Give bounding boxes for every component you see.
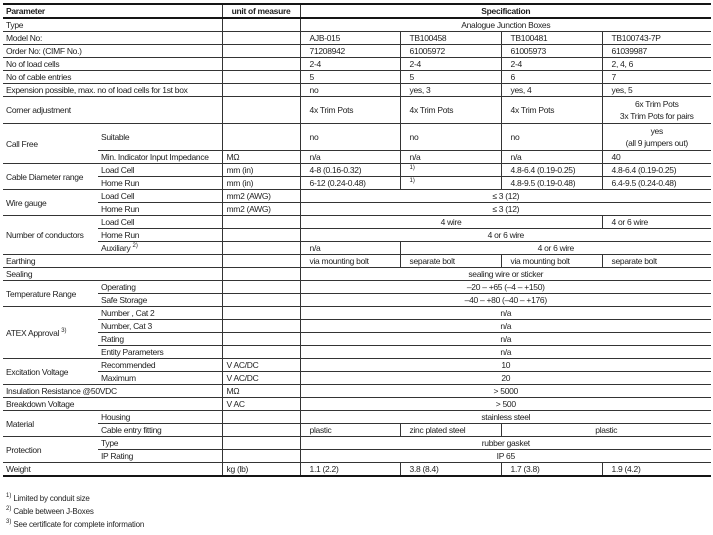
table-row (3, 385, 711, 398)
value-cell: > 500 (300, 398, 711, 411)
footnote-marker: 2) (6, 506, 12, 513)
footnote (6, 518, 144, 531)
cell-text: Auxiliary (101, 243, 131, 253)
parameter-cell: Home Run (98, 203, 222, 216)
value-cell: 61039987 (602, 45, 711, 58)
cell-text: ATEX Approval (6, 327, 60, 338)
unit-cell: mm2 (AWG) (222, 190, 300, 203)
value-cell: 10 (300, 359, 711, 372)
unit-cell: mm2 (AWG) (222, 203, 300, 216)
value-cell: 20 (300, 372, 711, 385)
value-cell: n/a (300, 307, 711, 320)
unit-cell (222, 437, 300, 450)
table-row (3, 58, 711, 71)
parameter-cell: Sealing (3, 268, 222, 281)
value-cell: yes, 3 (400, 84, 501, 97)
footnote-text: Limited by conduit size (13, 494, 90, 503)
value-cell: 61005972 (400, 45, 501, 58)
parameter-cell: No of cable entries (3, 71, 222, 84)
table-row (3, 255, 711, 268)
value-cell: stainless steel (300, 411, 711, 424)
footnote (6, 492, 144, 505)
parameter-cell (3, 307, 98, 359)
parameter-cell: Protection (3, 437, 98, 463)
footnote-ref: 1) (409, 178, 415, 185)
value-cell: 1.1 (2.2) (300, 463, 400, 477)
table-row (3, 346, 711, 359)
value-cell (400, 177, 501, 190)
value-cell: 61005973 (501, 45, 602, 58)
parameter-cell: Load Cell (98, 216, 222, 229)
unit-cell (222, 84, 300, 97)
parameter-cell: Material (3, 411, 98, 437)
value-cell: n/a (501, 151, 602, 164)
parameter-cell: Maximum (98, 372, 222, 385)
parameter-cell: Number , Cat 2 (98, 307, 222, 320)
value-cell: 4-8 (0.16-0.32) (300, 164, 400, 177)
table-row (3, 242, 711, 255)
unit-cell: V AC (222, 398, 300, 411)
cell-line: (all 9 jumpers out) (625, 138, 688, 148)
value-cell: no (300, 124, 400, 151)
cell-line: 3x Trim Pots for pairs (619, 111, 694, 121)
parameter-cell: Home Run (98, 177, 222, 190)
unit-cell (222, 255, 300, 268)
parameter-cell: Excitation Voltage (3, 359, 98, 385)
value-cell: zinc plated steel (400, 424, 501, 437)
parameter-cell: Type (3, 18, 222, 32)
value-cell (602, 124, 711, 151)
value-cell: no (501, 124, 602, 151)
value-cell: n/a (300, 320, 711, 333)
footnote (6, 505, 144, 518)
value-cell: via mounting bolt (300, 255, 400, 268)
value-cell: > 5000 (300, 385, 711, 398)
unit-cell (222, 346, 300, 359)
parameter-cell: Temperature Range (3, 281, 98, 307)
value-cell: ≤ 3 (12) (300, 190, 711, 203)
table-row (3, 398, 711, 411)
value-cell: 6.4-9.5 (0.24-0.48) (602, 177, 711, 190)
value-cell: IP 65 (300, 450, 711, 463)
table-row (3, 411, 711, 424)
parameter-cell: Housing (98, 411, 222, 424)
table-row (3, 281, 711, 294)
unit-cell (222, 320, 300, 333)
parameter-cell: Model No: (3, 32, 222, 45)
parameter-cell: Call Free (3, 124, 98, 164)
parameter-cell: Number of conductors (3, 216, 98, 255)
table-head (3, 4, 711, 18)
value-cell: 7 (602, 71, 711, 84)
unit-cell: kg (lb) (222, 463, 300, 477)
unit-cell: MΩ (222, 385, 300, 398)
table-row (3, 203, 711, 216)
value-cell: TB100458 (400, 32, 501, 45)
parameter-cell: Cable entry fitting (98, 424, 222, 437)
specification-table (3, 3, 711, 477)
value-cell: 2-4 (501, 58, 602, 71)
parameter-cell: Safe Storage (98, 294, 222, 307)
unit-cell (222, 281, 300, 294)
parameter-cell: Min. Indicator Input Impedance (98, 151, 222, 164)
column-header: Specification (300, 4, 711, 18)
value-cell: via mounting bolt (501, 255, 602, 268)
unit-cell (222, 424, 300, 437)
parameter-cell: Load Cell (98, 190, 222, 203)
value-cell: 71208942 (300, 45, 400, 58)
table-row (3, 84, 711, 97)
table-row (3, 307, 711, 320)
parameter-cell: Earthing (3, 255, 222, 268)
value-cell: 5 (400, 71, 501, 84)
parameter-cell: Number, Cat 3 (98, 320, 222, 333)
value-cell: sealing wire or sticker (300, 268, 711, 281)
parameter-cell: Corner adjustment (3, 97, 222, 124)
parameter-cell: Expension possible, max. no of load cells for 1st box (3, 84, 222, 97)
table-row (3, 190, 711, 203)
parameter-cell: IP Rating (98, 450, 222, 463)
unit-cell (222, 268, 300, 281)
unit-cell: mm (in) (222, 177, 300, 190)
footnote-text: Cable between J-Boxes (13, 507, 94, 516)
value-cell (400, 164, 501, 177)
value-cell: TB100743-7P (602, 32, 711, 45)
value-cell: 2-4 (300, 58, 400, 71)
table-row (3, 177, 711, 190)
footnote-ref: 2) (132, 243, 138, 250)
value-cell: Analogue Junction Boxes (300, 18, 711, 32)
column-header: Parameter (3, 4, 222, 18)
table-row (3, 359, 711, 372)
parameter-cell: Weight (3, 463, 222, 477)
table-body (3, 18, 711, 476)
unit-cell (222, 242, 300, 255)
value-cell: yes, 5 (602, 84, 711, 97)
unit-cell (222, 58, 300, 71)
table-row (3, 32, 711, 45)
value-cell: 4x Trim Pots (501, 97, 602, 124)
value-cell: n/a (300, 242, 400, 255)
unit-cell (222, 307, 300, 320)
unit-cell (222, 450, 300, 463)
value-cell: 2, 4, 6 (602, 58, 711, 71)
value-cell: yes, 4 (501, 84, 602, 97)
value-cell: 4.8-9.5 (0.19-0.48) (501, 177, 602, 190)
parameter-cell: Home Run (98, 229, 222, 242)
unit-cell (222, 216, 300, 229)
table-row (3, 424, 711, 437)
value-cell: 4 or 6 wire (300, 229, 711, 242)
table-row (3, 97, 711, 124)
value-cell: 1.7 (3.8) (501, 463, 602, 477)
header-row (3, 4, 711, 18)
table-row (3, 333, 711, 346)
table-row (3, 45, 711, 58)
table-row (3, 450, 711, 463)
unit-cell (222, 333, 300, 346)
footnote-marker: 1) (6, 493, 12, 500)
value-cell: no (400, 124, 501, 151)
table-row (3, 437, 711, 450)
value-cell: plastic (300, 424, 400, 437)
value-cell: ≤ 3 (12) (300, 203, 711, 216)
table-row (3, 18, 711, 32)
value-cell: rubber gasket (300, 437, 711, 450)
table-row (3, 71, 711, 84)
parameter-cell: Cable Diameter range (3, 164, 98, 190)
parameter-cell: Breakdown Voltage (3, 398, 222, 411)
value-cell: TB100481 (501, 32, 602, 45)
value-cell: 1.9 (4.2) (602, 463, 711, 477)
value-cell: 3.8 (8.4) (400, 463, 501, 477)
value-cell: 4.8-6.4 (0.19-0.25) (602, 164, 711, 177)
table-row (3, 463, 711, 477)
table-row (3, 268, 711, 281)
value-cell: 4x Trim Pots (300, 97, 400, 124)
table-row (3, 294, 711, 307)
value-cell: 6 (501, 71, 602, 84)
unit-cell: mm (in) (222, 164, 300, 177)
value-cell: 5 (300, 71, 400, 84)
unit-cell (222, 45, 300, 58)
column-header: unit of measure (222, 4, 300, 18)
unit-cell (222, 97, 300, 124)
table-row (3, 151, 711, 164)
footnotes (6, 492, 144, 531)
value-cell: 6-12 (0.24-0.48) (300, 177, 400, 190)
footnote-ref: 3) (61, 327, 67, 334)
cell-line: yes (650, 126, 663, 136)
unit-cell (222, 71, 300, 84)
value-cell (602, 97, 711, 124)
table-row (3, 229, 711, 242)
value-cell: –20 – +65 (–4 – +150) (300, 281, 711, 294)
table-row (3, 216, 711, 229)
table-row (3, 164, 711, 177)
table-row (3, 124, 711, 151)
parameter-cell: Type (98, 437, 222, 450)
value-cell: separate bolt (602, 255, 711, 268)
value-cell: 40 (602, 151, 711, 164)
parameter-cell: Suitable (98, 124, 222, 151)
parameter-cell: Wire gauge (3, 190, 98, 216)
parameter-cell: Recommended (98, 359, 222, 372)
value-cell: 4 or 6 wire (400, 242, 711, 255)
unit-cell: V AC/DC (222, 372, 300, 385)
value-cell: n/a (300, 346, 711, 359)
footnote-text: See certificate for complete information (13, 520, 145, 529)
cell-line: 6x Trim Pots (634, 99, 679, 109)
unit-cell (222, 411, 300, 424)
unit-cell (222, 124, 300, 151)
value-cell: separate bolt (400, 255, 501, 268)
footnote-marker: 3) (6, 519, 12, 526)
value-cell: n/a (300, 151, 400, 164)
parameter-cell: No of load cells (3, 58, 222, 71)
parameter-cell: Rating (98, 333, 222, 346)
parameter-cell: Insulation Resistance @50VDC (3, 385, 222, 398)
unit-cell (222, 294, 300, 307)
unit-cell (222, 18, 300, 32)
parameter-cell: Entity Parameters (98, 346, 222, 359)
parameter-cell: Order No: (CIMF No.) (3, 45, 222, 58)
value-cell: 2-4 (400, 58, 501, 71)
unit-cell: V AC/DC (222, 359, 300, 372)
value-cell: AJB-015 (300, 32, 400, 45)
value-cell: 4 or 6 wire (602, 216, 711, 229)
parameter-cell (98, 242, 222, 255)
value-cell: –40 – +80 (–40 – +176) (300, 294, 711, 307)
value-cell: 4x Trim Pots (400, 97, 501, 124)
table-row (3, 372, 711, 385)
value-cell: n/a (400, 151, 501, 164)
footnote-ref: 1) (409, 165, 415, 172)
value-cell: n/a (300, 333, 711, 346)
unit-cell: MΩ (222, 151, 300, 164)
unit-cell (222, 32, 300, 45)
unit-cell (222, 229, 300, 242)
parameter-cell: Load Cell (98, 164, 222, 177)
value-cell: plastic (501, 424, 711, 437)
value-cell: 4.8-6.4 (0.19-0.25) (501, 164, 602, 177)
table-row (3, 320, 711, 333)
value-cell: 4 wire (300, 216, 602, 229)
parameter-cell: Operating (98, 281, 222, 294)
value-cell: no (300, 84, 400, 97)
